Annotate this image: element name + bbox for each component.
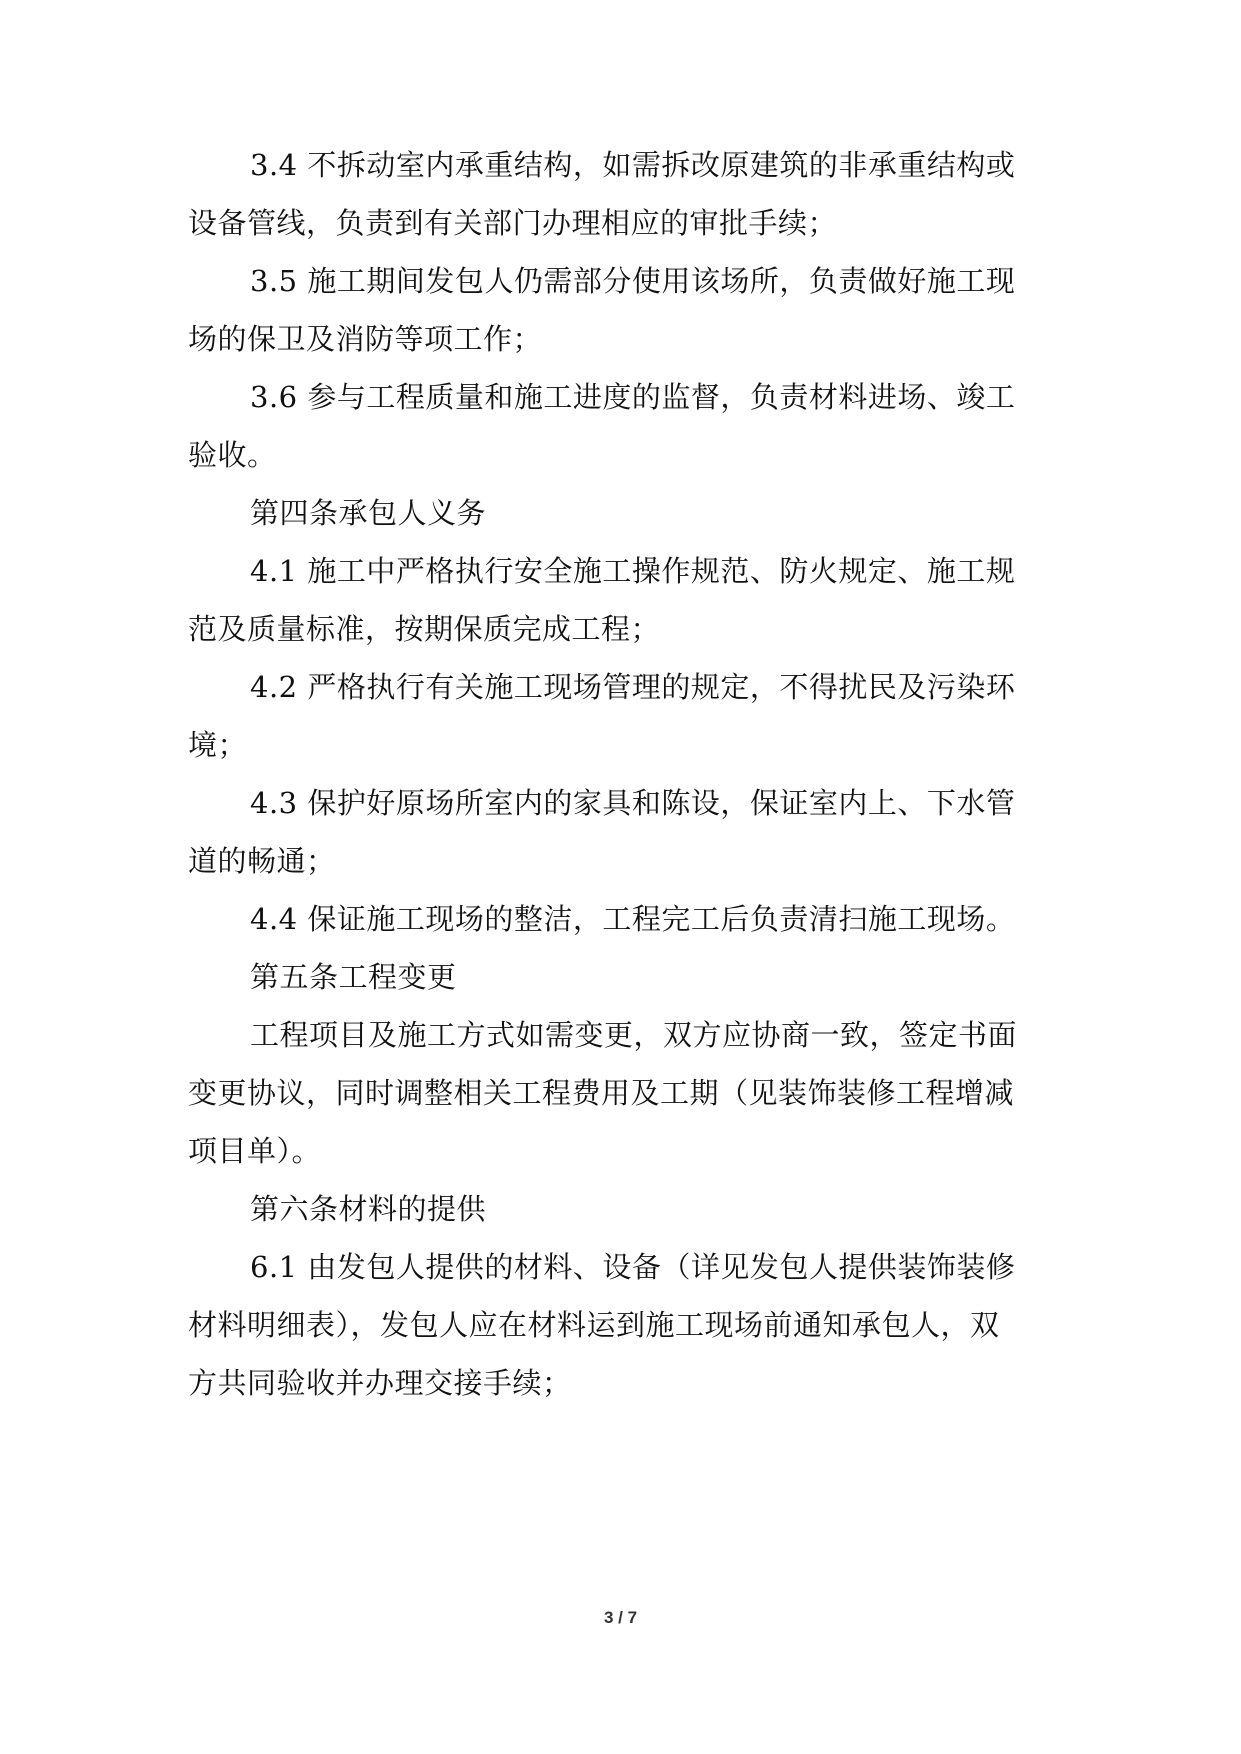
article-4-heading: 第四条承包人义务	[250, 496, 487, 530]
clause-3-4-line-1: 3.4 不拆动室内承重结构，如需拆改原建筑的非承重结构或	[250, 148, 1016, 182]
clause-4-3-line-2: 道的畅通；	[188, 844, 336, 878]
article-6-heading: 第六条材料的提供	[250, 1192, 487, 1226]
article-5-body-line-3: 项目单）。	[188, 1134, 322, 1168]
clause-6-1-line-2: 材料明细表），发包人应在材料运到施工现场前通知承包人，双	[188, 1308, 1000, 1342]
clause-3-6-line-2: 验收。	[188, 438, 277, 472]
clause-4-4-line-1: 4.4 保证施工现场的整洁，工程完工后负责清扫施工现场。	[250, 902, 1016, 936]
clause-4-3-line-1: 4.3 保护好原场所室内的家具和陈设，保证室内上、下水管	[250, 786, 1016, 820]
clause-6-1-line-1: 6.1 由发包人提供的材料、设备（详见发包人提供装饰装修	[250, 1250, 1016, 1284]
article-5-heading: 第五条工程变更	[250, 960, 457, 994]
page-number: 3 / 7	[603, 1608, 638, 1627]
clause-6-1-line-3: 方共同验收并办理交接手续；	[188, 1366, 572, 1400]
clause-4-2-line-1: 4.2 严格执行有关施工现场管理的规定，不得扰民及污染环	[250, 670, 1016, 704]
clause-3-4-line-2: 设备管线，负责到有关部门办理相应的审批手续；	[188, 206, 838, 240]
clause-4-2-line-2: 境；	[188, 728, 248, 762]
clause-3-5-line-2: 场的保卫及消防等项工作；	[188, 322, 543, 356]
article-5-body-line-1: 工程项目及施工方式如需变更，双方应协商一致，签定书面	[250, 1018, 1018, 1052]
clause-4-1-line-1: 4.1 施工中严格执行安全施工操作规范、防火规定、施工规	[250, 554, 1016, 588]
article-5-body-line-2: 变更协议，同时调整相关工程费用及工期（见装饰装修工程增减	[188, 1076, 1015, 1110]
clause-3-5-line-1: 3.5 施工期间发包人仍需部分使用该场所，负责做好施工现	[250, 264, 1016, 298]
clause-3-6-line-1: 3.6 参与工程质量和施工进度的监督，负责材料进场、竣工	[250, 380, 1016, 414]
clause-4-1-line-2: 范及质量标准，按期保质完成工程；	[188, 612, 661, 646]
